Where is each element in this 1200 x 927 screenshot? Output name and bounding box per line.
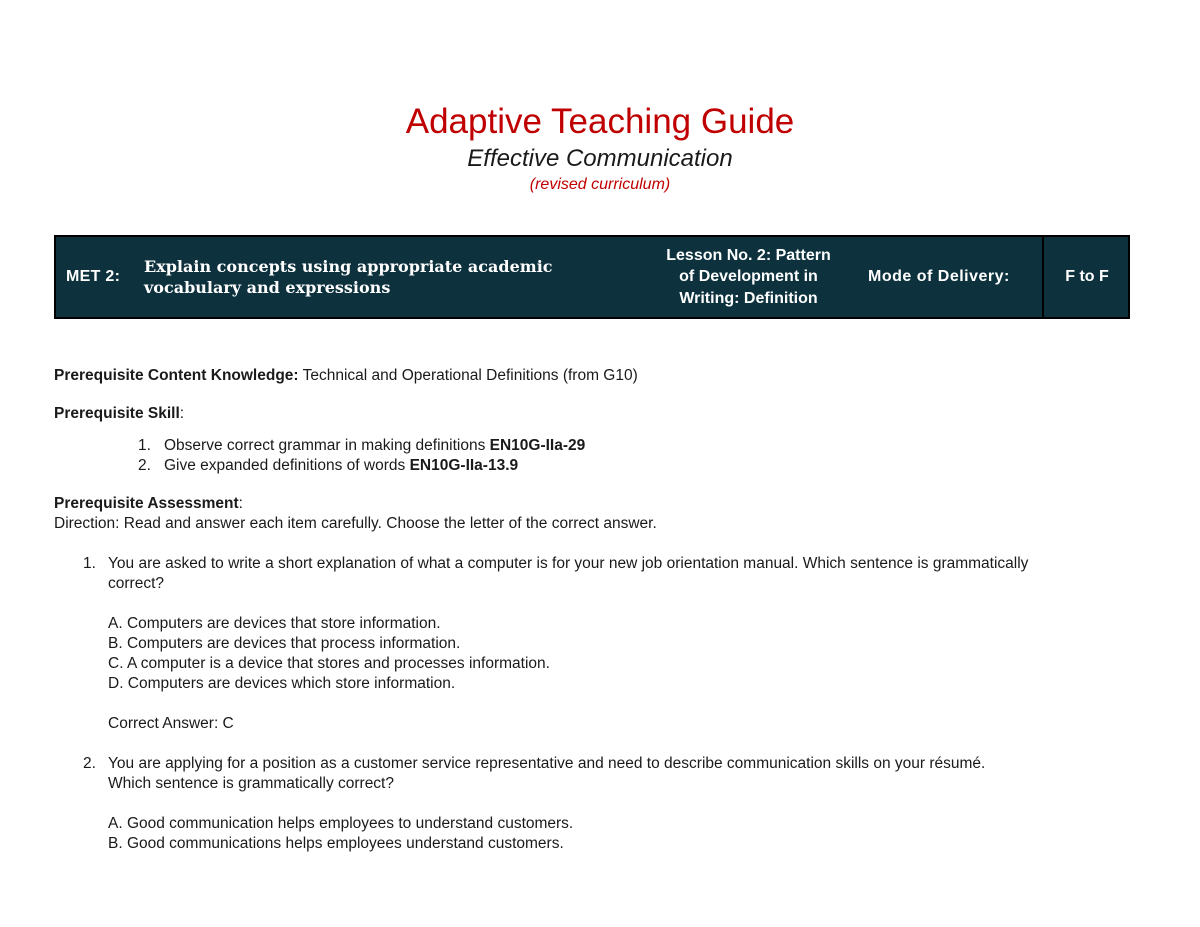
answer-option-d: D. Computers are devices which store information. bbox=[108, 675, 456, 692]
document-body bbox=[54, 366, 1154, 854]
assessment-label: Prerequisite Assessment bbox=[54, 495, 239, 512]
question-2-options bbox=[54, 814, 1154, 854]
prerequisite-knowledge bbox=[54, 366, 1154, 386]
question-text-line-1: You are applying for a position as a customer service representative and need to describe communication skills on your résumé. bbox=[108, 755, 986, 772]
list-item-number: 2. bbox=[138, 457, 151, 474]
list-item-text: Observe correct grammar in making definitions bbox=[164, 437, 490, 454]
assessment-direction: Direction: Read and answer each item carefully. Choose the letter of the correct answer. bbox=[54, 515, 657, 532]
question-number: 1. bbox=[83, 555, 96, 572]
question-number: 2. bbox=[83, 755, 96, 772]
question-1 bbox=[54, 554, 1154, 594]
prerequisite-skill-heading bbox=[54, 404, 1154, 424]
document-title: Adaptive Teaching Guide bbox=[405, 102, 795, 141]
answer-option-a: A. Good communication helps employees to understand customers. bbox=[108, 815, 574, 832]
answer-option-a: A. Computers are devices that store information. bbox=[108, 615, 441, 632]
mode-of-delivery-value: F to F bbox=[1065, 268, 1109, 285]
answer-option-c: C. A computer is a device that stores and processes information. bbox=[108, 655, 550, 672]
question-text-line-2: Which sentence is grammatically correct? bbox=[108, 775, 394, 792]
question-1-options bbox=[54, 614, 1154, 734]
lesson-title bbox=[646, 237, 851, 317]
prerequisite-knowledge-value: Technical and Operational Definitions (from G10) bbox=[298, 367, 638, 384]
prerequisite-skill-colon: : bbox=[179, 405, 185, 422]
question-2 bbox=[54, 754, 1154, 794]
prerequisite-knowledge-label: Prerequisite Content Knowledge: bbox=[54, 367, 299, 384]
answer-option-b: B. Good communications helps employees understand customers. bbox=[108, 835, 564, 852]
assessment-heading bbox=[54, 494, 1154, 514]
question-text-line-1: You are asked to write a short explanation of what a computer is for your new job orientation manual. Which sentence is grammatically bbox=[108, 555, 1029, 572]
competency-code: EN10G-IIa-29 bbox=[489, 437, 586, 454]
question-text-line-2: correct? bbox=[108, 575, 164, 592]
prerequisite-skill-label: Prerequisite Skill bbox=[54, 405, 180, 422]
met-header-bar bbox=[54, 235, 1130, 319]
correct-answer: Correct Answer: C bbox=[108, 715, 234, 732]
list-item bbox=[54, 456, 1154, 476]
prerequisite-skill-list bbox=[54, 436, 1154, 476]
answer-option-b: B. Computers are devices that process information. bbox=[108, 635, 461, 652]
document-subtitle: Effective Communication bbox=[467, 145, 733, 172]
competency-code: EN10G-IIa-13.9 bbox=[409, 457, 519, 474]
met-objective-line-2: vocabulary and expressions bbox=[144, 278, 391, 297]
met-label: MET 2: bbox=[66, 268, 121, 285]
mode-of-delivery-label: Mode of Delivery: bbox=[868, 268, 1010, 285]
met-objective-line-1: Explain concepts using appropriate academic bbox=[144, 257, 553, 276]
assessment-colon: : bbox=[238, 495, 243, 512]
list-item-number: 1. bbox=[138, 437, 151, 454]
lesson-title-line-2: of Development in bbox=[679, 268, 818, 286]
lesson-title-line-3: Writing: Definition bbox=[679, 289, 818, 307]
lesson-title-line-1: Lesson No. 2: Pattern bbox=[666, 246, 831, 264]
revised-note: (revised curriculum) bbox=[529, 176, 671, 193]
list-item bbox=[54, 436, 1154, 456]
list-item-text: Give expanded definitions of words bbox=[164, 457, 410, 474]
met-objective bbox=[144, 237, 584, 317]
